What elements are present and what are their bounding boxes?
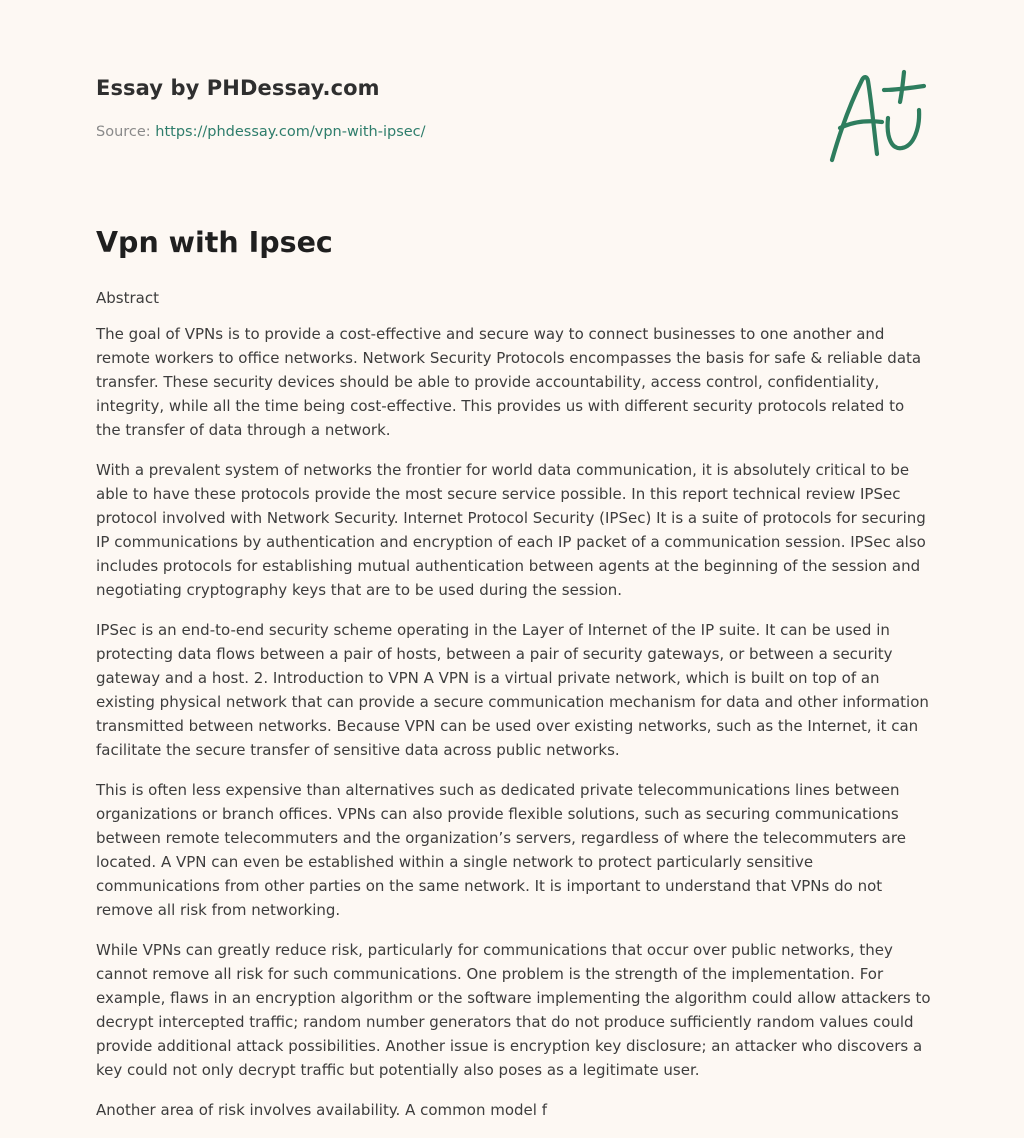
paragraph: This is often less expensive than alternatives such as dedicated private telecommunications lines between organizations or branch offices. VPNs can also provide flexible solutions, such as securing communications between remote telecommuters and the organization’s servers, regardless of where the telecommuters are located. A VPN can even be established within a single network to protect particularly sensitive communications from other parties on the same network. It is important to understand that VPNs do not remove all risk from networking. xyxy=(96,781,906,919)
section-heading-abstract: Abstract xyxy=(96,289,159,307)
source-label: Source: xyxy=(96,124,151,140)
article-title: Vpn with Ipsec xyxy=(96,226,333,259)
paragraph: While VPNs can greatly reduce risk, particularly for communications that occur over public networks, they cannot remove all risk for such communications. One problem is the strength of the implementation. For example, flaws in an encryption algorithm or the software implementing the algorithm could allow attackers to decrypt intercepted traffic; random number generators that do not produce sufficiently random values could provide additional attack possibilities. Another issue is encryption key disclosure; an attacker who discovers a key could not only decrypt traffic but potentially also poses as a legitimate user. xyxy=(96,941,931,1079)
paragraph: Another area of risk involves availability. A common model f xyxy=(96,1101,547,1119)
paragraph: IPSec is an end-to-end security scheme operating in the Layer of Internet of the IP suite. It can be used in protecting data flows between a pair of hosts, between a pair of security gateways, or between a security gateway and a host. 2. Introduction to VPN A VPN is a virtual private network, which is built on top of an existing physical network that can provide a secure communication mechanism for data and other information transmitted between networks. Because VPN can be used over existing networks, such as the Internet, it can facilitate the secure transfer of sensitive data across public networks. xyxy=(96,621,929,759)
site-brand: Essay by PHDessay.com xyxy=(96,76,380,100)
source-line xyxy=(96,124,426,140)
a-plus-logo-icon xyxy=(826,68,926,164)
paragraph: The goal of VPNs is to provide a cost-effective and secure way to connect businesses to one another and remote workers to office networks. Network Security Protocols encompasses the basis for safe & reliable data transfer. These security devices should be able to provide accountability, access control, confidentiality, integrity, while all the time being cost-effective. This provides us with different security protocols related to the transfer of data through a network. xyxy=(96,325,922,439)
essay-page xyxy=(96,0,931,1137)
article-body xyxy=(96,286,932,1138)
source-link[interactable]: https://phdessay.com/vpn-with-ipsec/ xyxy=(155,124,426,140)
paragraph: With a prevalent system of networks the frontier for world data communication, it is absolutely critical to be able to have these protocols provide the most secure service possible. In this report technical review IPSec protocol involved with Network Security. Internet Protocol Security (IPSec) It is a suite of protocols for securing IP communications by authentication and encryption of each IP packet of a communication session. IPSec also includes protocols for establishing mutual authentication between agents at the beginning of the session and negotiating cryptography keys that are to be used during the session. xyxy=(96,461,926,599)
